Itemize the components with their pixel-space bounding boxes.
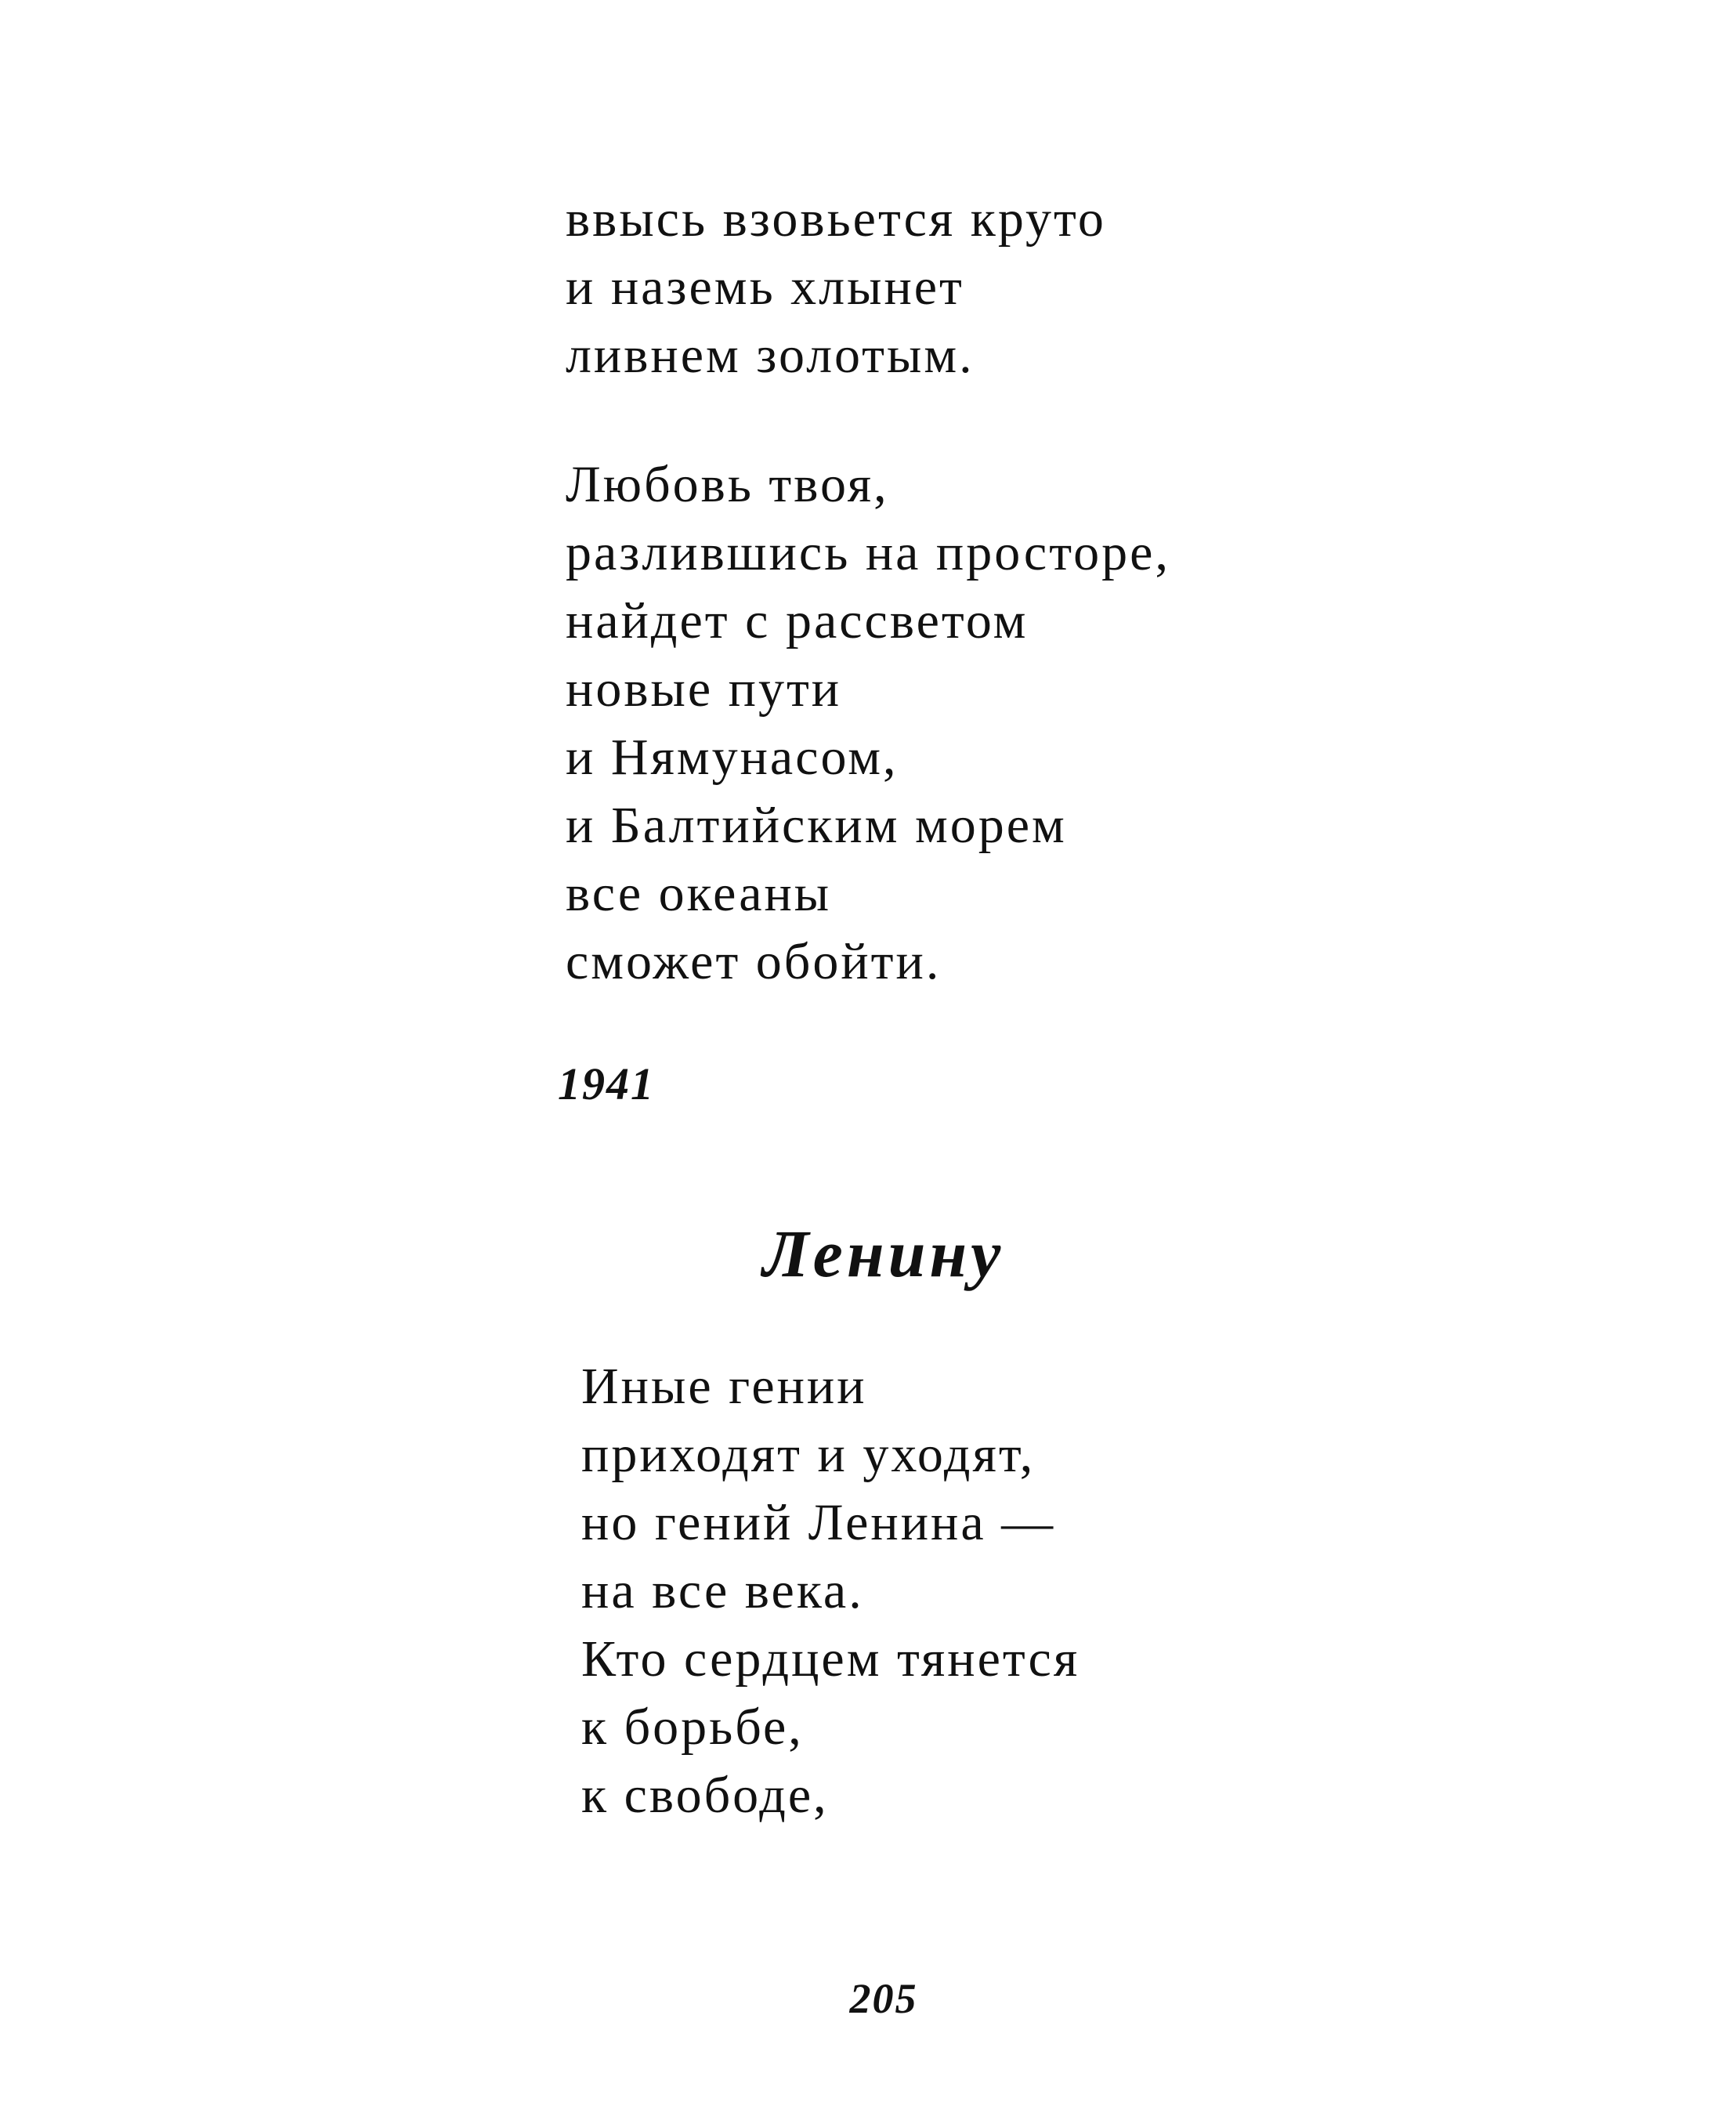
poem-title: Ленину	[762, 1216, 1005, 1291]
poem-line: к борьбе,	[581, 1699, 804, 1756]
poem-line: новые пути	[566, 660, 842, 718]
poem-line: сможет обойти.	[566, 933, 942, 990]
poem-line: все океаны	[566, 865, 832, 922]
poem-line: Любовь твоя,	[566, 456, 889, 513]
poem-line: ввысь взовьется круто	[566, 190, 1106, 248]
poem-stanza	[581, 1352, 1080, 1829]
poem-line: Иные гении	[581, 1358, 867, 1415]
page-number: 205	[849, 1975, 918, 2022]
poem-line: ливнем золотым.	[566, 327, 975, 384]
poem-line: разлившись на просторе,	[566, 524, 1170, 581]
poem-line: и Балтийским морем	[566, 797, 1067, 854]
poem-stanza-continued	[566, 185, 1106, 389]
poem-line: к свободе,	[581, 1767, 829, 1824]
poem-line: на все века.	[581, 1562, 864, 1619]
poem-line: и наземь хлынет	[566, 259, 964, 316]
poem-line: приходят и уходят,	[581, 1426, 1036, 1483]
poem-line: Кто сердцем тянется	[581, 1630, 1080, 1688]
poem-stanza	[566, 450, 1170, 996]
poem-date: 1941	[558, 1058, 655, 1109]
poem-line: но гений Ленина —	[581, 1494, 1056, 1551]
poem-line: и Нямунасом,	[566, 729, 899, 786]
poem-line: найдет с рассветом	[566, 592, 1029, 649]
